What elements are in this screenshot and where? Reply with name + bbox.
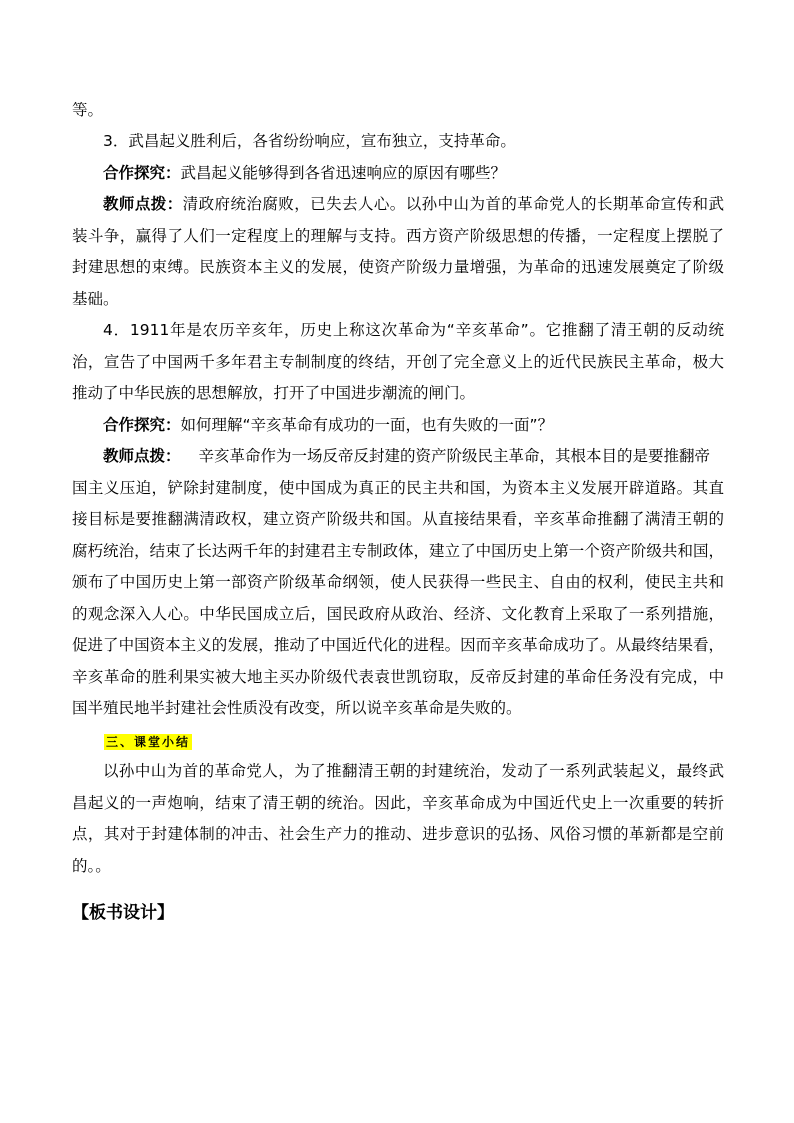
paragraph-line: 装斗争，赢得了人们一定程度上的理解与支持。西方资产阶级思想的传播，一定程度上摆脱了: [72, 227, 724, 245]
paragraph-line: 昌起义的一声炮响，结束了清王朝的统治。因此，辛亥革命成为中国近代史上一次重要的转折: [72, 794, 724, 812]
paragraph-line: 腐朽统治，结束了长达两千年的封建君主专制政体，建立了中国历史上第一个资产阶级共和国，: [72, 542, 724, 560]
paragraph-line: 辛亥革命的胜利果实被大地主买办阶级代表袁世凯窃取，反帝反封建的革命任务没有完成，中: [72, 668, 724, 686]
paragraph-line: 封建思想的束缚。民族资本主义的发展，使资产阶级力量增强，为革命的迅速发展奠定了阶级: [72, 258, 724, 276]
paragraph-line: 3．武昌起义胜利后，各省纷纷响应，宣布独立，支持革命。: [103, 132, 516, 150]
paragraph-line: 基础。: [72, 290, 119, 308]
teacher-tip-text: 清政府统治腐败，已失去人心。以孙中山为首的革命党人的长期革命宣传和武: [182, 195, 724, 213]
section-heading-text: 三、课堂小结: [106, 735, 191, 749]
teacher-tip-1: [103, 194, 724, 214]
teacher-tip-label: 教师点拨：: [103, 195, 183, 213]
paragraph-line: 点，其对于封建体制的冲击、社会生产力的推动、进步意识的弘扬、风俗习惯的革新都是空前: [72, 825, 724, 843]
paragraph-line: 国半殖民地半封建社会性质没有改变，所以说辛亥革命是失败的。: [72, 699, 522, 717]
paragraph-line: 4．1911年是农历辛亥年，历史上称这次革命为“辛亥革命”。它推翻了清王朝的反动统: [103, 321, 724, 339]
paragraph-line: 以孙中山为首的革命党人，为了推翻清王朝的封建统治，发动了一系列武装起义，最终武: [103, 762, 724, 780]
teacher-tip-text: 辛亥革命作为一场反帝反封建的资产阶级民主革命，其根本目的是要推翻帝: [198, 447, 711, 465]
inquiry-question: 如何理解“辛亥革命有成功的一面，也有失败的一面”？: [180, 416, 554, 434]
paragraph-line: 推动了中华民族的思想解放，打开了中国进步潮流的闸门。: [72, 384, 476, 402]
paragraph-line: 促进了中国资本主义的发展，推动了中国近代化的进程。因而辛亥革命成功了。从最终结果看，: [72, 636, 724, 654]
inquiry-label: 合作探究：: [103, 164, 181, 182]
cooperative-inquiry-2: [103, 415, 553, 435]
paragraph-line: 国主义压迫，铲除封建制度，使中国成为真正的民主共和国，为资本主义发展开辟道路。其直: [72, 479, 724, 497]
paragraph-line: 的。。: [72, 857, 111, 875]
paragraph-line: 颁布了中国历史上第一部资产阶级革命纲领，使人民获得一些民主、自由的权利，使民主共和: [72, 573, 724, 591]
paragraph-line: 的观念深入人心。中华民国成立后，国民政府从政治、经济、文化教育上采取了一系列措施，: [72, 605, 724, 623]
paragraph-line: 等。: [72, 101, 104, 119]
section-heading-summary: [104, 731, 192, 752]
teacher-tip-label: 教师点拨：: [103, 447, 181, 465]
teacher-tip-2: [103, 446, 710, 466]
board-design-heading: 【板书设计】: [72, 903, 174, 923]
paragraph-line: 接目标是要推翻满清政权，建立资产阶级共和国。从直接结果看，辛亥革命推翻了满清王朝的: [72, 510, 724, 528]
cooperative-inquiry-1: [103, 163, 506, 183]
paragraph-line: 治，宣告了中国两千多年君主专制制度的终结，开创了完全意义上的近代民族民主革命，极大: [72, 353, 724, 371]
inquiry-question: 武昌起义能够得到各省迅速响应的原因有哪些？: [180, 164, 507, 182]
inquiry-label: 合作探究：: [103, 416, 181, 434]
